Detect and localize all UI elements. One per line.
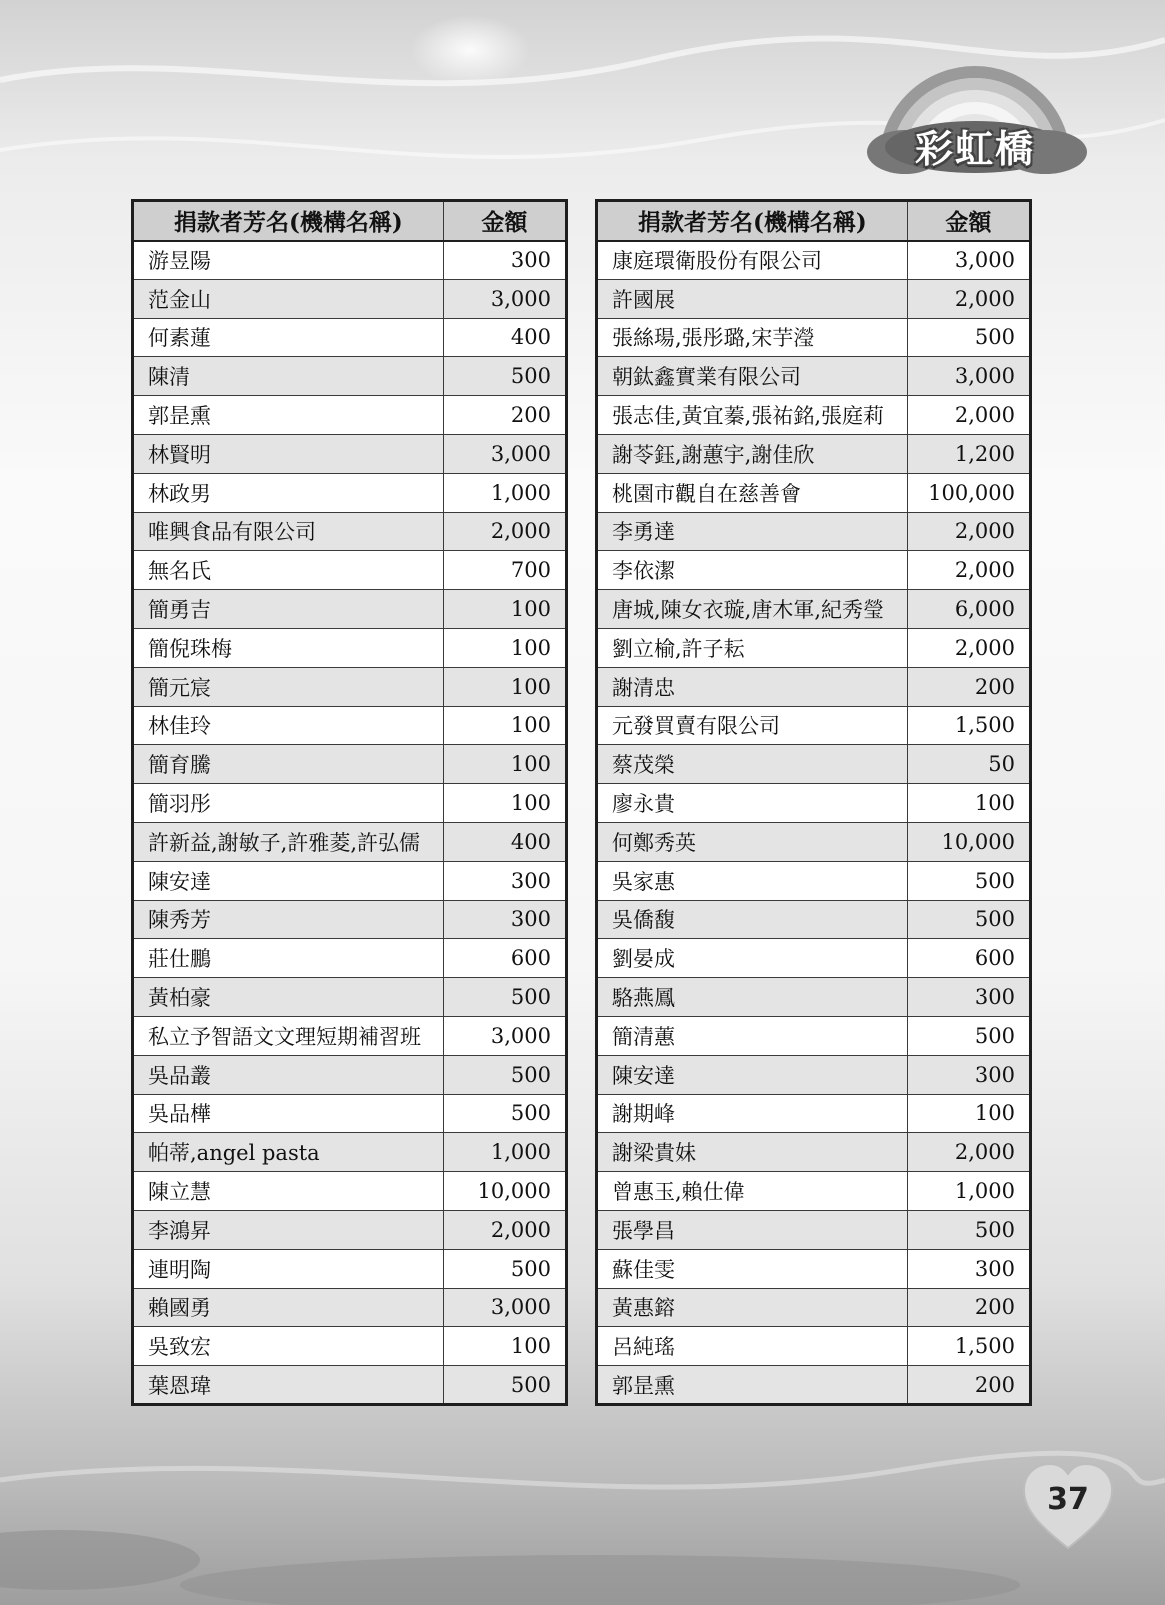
donor-name-cell: 桃園市觀自在慈善會 bbox=[597, 473, 908, 512]
donor-name-cell: 林賢明 bbox=[133, 434, 444, 473]
table-row bbox=[597, 861, 1031, 900]
table-row bbox=[597, 1366, 1031, 1405]
table-row bbox=[597, 1172, 1031, 1211]
table-row bbox=[133, 434, 567, 473]
table-row bbox=[597, 1327, 1031, 1366]
donor-name-cell: 帕蒂,angel pasta bbox=[133, 1133, 444, 1172]
donation-amount-cell: 100 bbox=[443, 1327, 566, 1366]
donor-name-cell: 連明陶 bbox=[133, 1249, 444, 1288]
donor-name-cell: 簡羽彤 bbox=[133, 784, 444, 823]
donor-name-cell: 簡元宸 bbox=[133, 667, 444, 706]
donor-name-cell: 游昱陽 bbox=[133, 241, 444, 280]
table-row bbox=[133, 551, 567, 590]
table-row bbox=[597, 745, 1031, 784]
table-row bbox=[597, 667, 1031, 706]
table-row bbox=[133, 1327, 567, 1366]
donor-name-cell: 范金山 bbox=[133, 279, 444, 318]
donor-name-cell: 賴國勇 bbox=[133, 1288, 444, 1327]
donation-amount-cell: 700 bbox=[443, 551, 566, 590]
table-row bbox=[133, 939, 567, 978]
donor-name-cell: 吳僑馥 bbox=[597, 900, 908, 939]
table-row bbox=[133, 1288, 567, 1327]
donation-amount-cell: 1,200 bbox=[907, 434, 1030, 473]
donor-name-cell: 林政男 bbox=[133, 473, 444, 512]
donor-name-cell: 吳致宏 bbox=[133, 1327, 444, 1366]
table-row bbox=[133, 318, 567, 357]
donor-name-cell: 唯興食品有限公司 bbox=[133, 512, 444, 551]
donation-amount-cell: 100 bbox=[443, 590, 566, 629]
donation-amount-cell: 1,000 bbox=[443, 473, 566, 512]
donation-amount-cell: 50 bbox=[907, 745, 1030, 784]
donor-name-cell: 康庭環衛股份有限公司 bbox=[597, 241, 908, 280]
table-row bbox=[133, 1133, 567, 1172]
donation-amount-cell: 500 bbox=[443, 1055, 566, 1094]
donor-name-cell: 簡倪珠梅 bbox=[133, 628, 444, 667]
donation-amount-cell: 2,000 bbox=[443, 1210, 566, 1249]
table-row bbox=[597, 1016, 1031, 1055]
donation-amount-cell: 200 bbox=[907, 1288, 1030, 1327]
donation-amount-cell: 2,000 bbox=[907, 279, 1030, 318]
donor-name-cell: 陳安達 bbox=[597, 1055, 908, 1094]
donation-amount-cell: 500 bbox=[443, 978, 566, 1017]
table-row bbox=[133, 900, 567, 939]
table-row bbox=[133, 1366, 567, 1405]
donor-name-cell: 無名氏 bbox=[133, 551, 444, 590]
table-row bbox=[597, 706, 1031, 745]
light-flare bbox=[410, 15, 530, 85]
donation-amount-cell: 300 bbox=[907, 1249, 1030, 1288]
table-row bbox=[597, 279, 1031, 318]
table-row bbox=[597, 822, 1031, 861]
table-row bbox=[133, 279, 567, 318]
donation-amount-cell: 600 bbox=[907, 939, 1030, 978]
donor-name-cell: 張志佳,黃宜蓁,張祐銘,張庭莉 bbox=[597, 396, 908, 435]
donation-amount-cell: 1,000 bbox=[443, 1133, 566, 1172]
donation-amount-cell: 2,000 bbox=[907, 512, 1030, 551]
donor-name-cell: 林佳玲 bbox=[133, 706, 444, 745]
donation-amount-cell: 500 bbox=[907, 318, 1030, 357]
donation-amount-cell: 500 bbox=[443, 1094, 566, 1133]
donor-name-cell: 曾惠玉,賴仕偉 bbox=[597, 1172, 908, 1211]
table-row bbox=[133, 396, 567, 435]
donor-name-cell: 駱燕鳳 bbox=[597, 978, 908, 1017]
donor-name-cell: 謝清忠 bbox=[597, 667, 908, 706]
donation-amount-cell: 2,000 bbox=[907, 396, 1030, 435]
table-row bbox=[133, 822, 567, 861]
donor-name-cell: 陳立慧 bbox=[133, 1172, 444, 1211]
donation-amount-cell: 500 bbox=[443, 357, 566, 396]
table-row bbox=[597, 551, 1031, 590]
donor-name-cell: 簡勇吉 bbox=[133, 590, 444, 629]
table-row bbox=[597, 396, 1031, 435]
donation-amount-cell: 300 bbox=[907, 1055, 1030, 1094]
column-header-name: 捐款者芳名(機構名稱) bbox=[597, 201, 908, 241]
donation-amount-cell: 300 bbox=[443, 241, 566, 280]
donor-name-cell: 唐城,陳女衣璇,唐木軍,紀秀瑩 bbox=[597, 590, 908, 629]
donation-amount-cell: 3,000 bbox=[443, 1288, 566, 1327]
donor-name-cell: 許新益,謝敏子,許雅菱,許弘儒 bbox=[133, 822, 444, 861]
donor-name-cell: 葉恩瑋 bbox=[133, 1366, 444, 1405]
table-row bbox=[597, 978, 1031, 1017]
donation-amount-cell: 500 bbox=[907, 1210, 1030, 1249]
donation-amount-cell: 10,000 bbox=[907, 822, 1030, 861]
donation-amount-cell: 100 bbox=[443, 706, 566, 745]
donor-name-cell: 郭昰熏 bbox=[133, 396, 444, 435]
table-row bbox=[597, 512, 1031, 551]
donor-name-cell: 蘇佳雯 bbox=[597, 1249, 908, 1288]
table-row bbox=[597, 900, 1031, 939]
donor-table-right-body bbox=[597, 241, 1031, 1405]
table-row bbox=[597, 241, 1031, 280]
donation-amount-cell: 100 bbox=[443, 667, 566, 706]
donation-amount-cell: 3,000 bbox=[443, 1016, 566, 1055]
donation-amount-cell: 500 bbox=[443, 1249, 566, 1288]
table-row bbox=[133, 1094, 567, 1133]
donation-amount-cell: 100 bbox=[443, 628, 566, 667]
table-row bbox=[133, 473, 567, 512]
table-row bbox=[133, 861, 567, 900]
donor-name-cell: 廖永貴 bbox=[597, 784, 908, 823]
donation-amount-cell: 3,000 bbox=[443, 279, 566, 318]
donor-name-cell: 吳品叢 bbox=[133, 1055, 444, 1094]
donation-amount-cell: 500 bbox=[907, 1016, 1030, 1055]
donor-name-cell: 蔡茂榮 bbox=[597, 745, 908, 784]
donor-name-cell: 謝梁貴妹 bbox=[597, 1133, 908, 1172]
table-row bbox=[597, 434, 1031, 473]
table-row bbox=[597, 473, 1031, 512]
donor-table-left-body bbox=[133, 241, 567, 1405]
donor-name-cell: 簡育騰 bbox=[133, 745, 444, 784]
table-row bbox=[597, 784, 1031, 823]
donor-name-cell: 私立予智語文文理短期補習班 bbox=[133, 1016, 444, 1055]
table-header-row bbox=[133, 201, 567, 241]
donor-name-cell: 何素蓮 bbox=[133, 318, 444, 357]
donation-amount-cell: 200 bbox=[907, 667, 1030, 706]
donor-name-cell: 呂純瑤 bbox=[597, 1327, 908, 1366]
donation-amount-cell: 3,000 bbox=[907, 241, 1030, 280]
donor-name-cell: 劉立榆,許子耘 bbox=[597, 628, 908, 667]
table-row bbox=[133, 512, 567, 551]
donation-amount-cell: 2,000 bbox=[907, 551, 1030, 590]
donation-amount-cell: 3,000 bbox=[907, 357, 1030, 396]
donor-name-cell: 陳秀芳 bbox=[133, 900, 444, 939]
page-number: 37 bbox=[1047, 1482, 1089, 1517]
table-row bbox=[597, 1210, 1031, 1249]
donation-amount-cell: 1,500 bbox=[907, 706, 1030, 745]
table-row bbox=[133, 1210, 567, 1249]
table-row bbox=[133, 745, 567, 784]
donor-name-cell: 元發買賣有限公司 bbox=[597, 706, 908, 745]
donor-name-cell: 許國展 bbox=[597, 279, 908, 318]
donation-amount-cell: 600 bbox=[443, 939, 566, 978]
donor-name-cell: 李依潔 bbox=[597, 551, 908, 590]
donor-name-cell: 陳清 bbox=[133, 357, 444, 396]
donation-amount-cell: 1,000 bbox=[907, 1172, 1030, 1211]
donor-name-cell: 陳安達 bbox=[133, 861, 444, 900]
donation-amount-cell: 6,000 bbox=[907, 590, 1030, 629]
donation-amount-cell: 100 bbox=[907, 1094, 1030, 1133]
column-header-name: 捐款者芳名(機構名稱) bbox=[133, 201, 444, 241]
donation-amount-cell: 300 bbox=[443, 861, 566, 900]
donation-amount-cell: 1,500 bbox=[907, 1327, 1030, 1366]
table-row bbox=[597, 628, 1031, 667]
donor-name-cell: 吳家惠 bbox=[597, 861, 908, 900]
table-row bbox=[597, 318, 1031, 357]
donation-amount-cell: 100 bbox=[443, 784, 566, 823]
donation-amount-cell: 500 bbox=[907, 861, 1030, 900]
table-row bbox=[597, 1133, 1031, 1172]
donation-amount-cell: 100 bbox=[907, 784, 1030, 823]
donor-name-cell: 簡清蕙 bbox=[597, 1016, 908, 1055]
table-row bbox=[133, 706, 567, 745]
donation-amount-cell: 2,000 bbox=[907, 1133, 1030, 1172]
table-row bbox=[133, 628, 567, 667]
donation-amount-cell: 100 bbox=[443, 745, 566, 784]
table-header-row bbox=[597, 201, 1031, 241]
donor-name-cell: 黃柏豪 bbox=[133, 978, 444, 1017]
donor-table-left bbox=[131, 199, 568, 1406]
donation-amount-cell: 200 bbox=[907, 1366, 1030, 1405]
donation-amount-cell: 500 bbox=[443, 1366, 566, 1405]
table-row bbox=[597, 357, 1031, 396]
donation-amount-cell: 2,000 bbox=[443, 512, 566, 551]
donation-amount-cell: 3,000 bbox=[443, 434, 566, 473]
donation-amount-cell: 10,000 bbox=[443, 1172, 566, 1211]
table-row bbox=[133, 1055, 567, 1094]
donation-amount-cell: 100,000 bbox=[907, 473, 1030, 512]
table-row bbox=[133, 784, 567, 823]
column-header-amount: 金額 bbox=[443, 201, 566, 241]
donor-name-cell: 謝期峰 bbox=[597, 1094, 908, 1133]
donation-amount-cell: 400 bbox=[443, 318, 566, 357]
table-row bbox=[133, 357, 567, 396]
donation-amount-cell: 2,000 bbox=[907, 628, 1030, 667]
donor-name-cell: 何鄭秀英 bbox=[597, 822, 908, 861]
table-row bbox=[597, 1288, 1031, 1327]
table-row bbox=[597, 1249, 1031, 1288]
table-row bbox=[133, 241, 567, 280]
table-row bbox=[133, 667, 567, 706]
table-row bbox=[597, 1055, 1031, 1094]
donor-name-cell: 張學昌 bbox=[597, 1210, 908, 1249]
table-row bbox=[133, 978, 567, 1017]
donor-name-cell: 劉晏成 bbox=[597, 939, 908, 978]
donation-amount-cell: 200 bbox=[443, 396, 566, 435]
donor-name-cell: 黃惠鎔 bbox=[597, 1288, 908, 1327]
donor-name-cell: 張絲瑒,張彤璐,宋芋瀅 bbox=[597, 318, 908, 357]
donor-name-cell: 謝苓鈺,謝蕙宇,謝佳欣 bbox=[597, 434, 908, 473]
donor-name-cell: 莊仕鵬 bbox=[133, 939, 444, 978]
table-row bbox=[133, 1172, 567, 1211]
column-header-amount: 金額 bbox=[907, 201, 1030, 241]
table-row bbox=[597, 590, 1031, 629]
donor-name-cell: 朝鈦鑫實業有限公司 bbox=[597, 357, 908, 396]
table-row bbox=[597, 1094, 1031, 1133]
donation-amount-cell: 500 bbox=[907, 900, 1030, 939]
donor-name-cell: 吳品樺 bbox=[133, 1094, 444, 1133]
donation-amount-cell: 300 bbox=[907, 978, 1030, 1017]
table-row bbox=[133, 1016, 567, 1055]
table-row bbox=[597, 939, 1031, 978]
table-row bbox=[133, 1249, 567, 1288]
donation-amount-cell: 400 bbox=[443, 822, 566, 861]
logo-title: 彩虹橋 bbox=[914, 127, 1035, 171]
donor-name-cell: 郭昰熏 bbox=[597, 1366, 908, 1405]
table-row bbox=[133, 590, 567, 629]
donor-name-cell: 李勇達 bbox=[597, 512, 908, 551]
donor-name-cell: 李鴻昇 bbox=[133, 1210, 444, 1249]
donor-table-right bbox=[595, 199, 1032, 1406]
donation-amount-cell: 300 bbox=[443, 900, 566, 939]
